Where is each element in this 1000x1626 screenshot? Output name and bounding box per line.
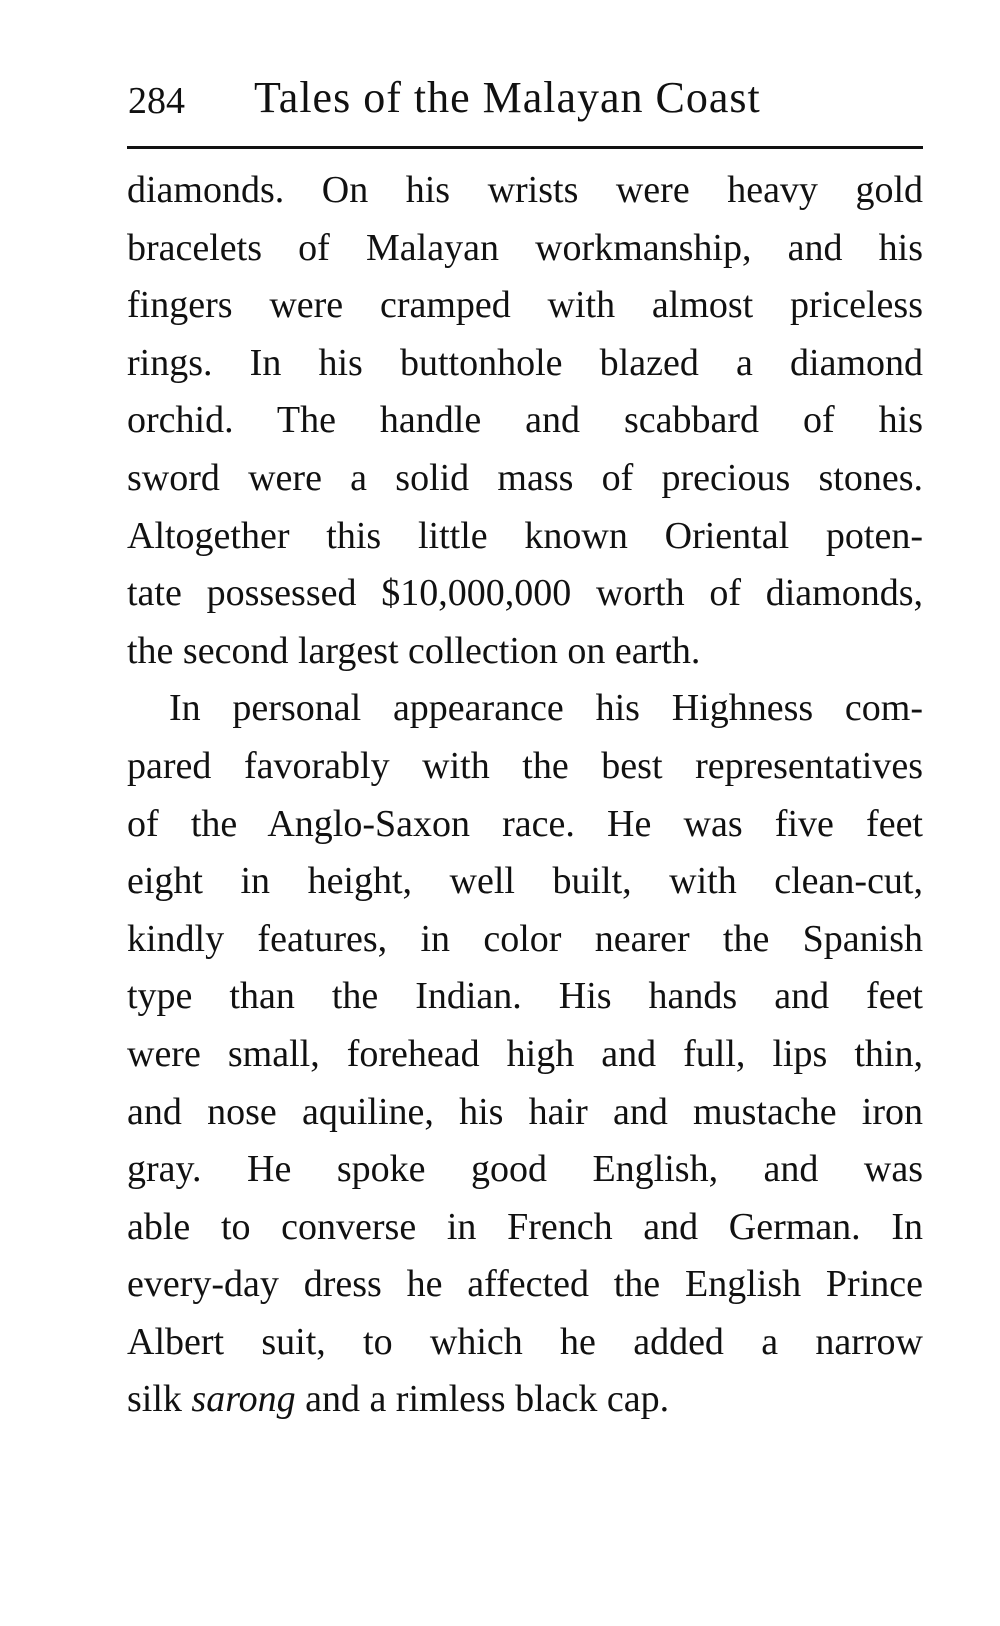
- text-line: orchid. The handle and scabbard of his: [127, 399, 923, 442]
- text-line: able to converse in French and German. In: [127, 1205, 923, 1248]
- page-header: [128, 70, 928, 130]
- text-line: every-day dress he affected the English Prince: [127, 1263, 923, 1306]
- body-text: [127, 162, 923, 1429]
- paragraph-2: [127, 680, 923, 1429]
- running-title: Tales of the Malayan Coast: [254, 73, 761, 122]
- text-line: the second largest collection on earth.: [127, 629, 701, 672]
- final-text-line: [127, 1371, 923, 1429]
- text-line: Albert suit, to which he added a narrow: [127, 1320, 923, 1363]
- text-line: and nose aquiline, his hair and mustache iron: [127, 1090, 923, 1133]
- header-rule: [127, 146, 923, 149]
- text-line: sword were a solid mass of precious stones.: [127, 456, 923, 499]
- text-line: kindly features, in color nearer the Spanish: [127, 917, 923, 960]
- text-line: tate possessed $10,000,000 worth of diamonds,: [127, 572, 923, 615]
- text-line: eight in height, well built, with clean-cut,: [127, 860, 923, 903]
- paragraph-1: [127, 162, 923, 680]
- text-fragment: and a rimless black cap.: [295, 1378, 670, 1421]
- text-line: were small, forehead high and full, lips thin,: [127, 1032, 923, 1075]
- text-line: rings. In his buttonhole blazed a diamond: [127, 341, 923, 384]
- text-line: Altogether this little known Oriental poten-: [127, 514, 923, 557]
- text-line: fingers were cramped with almost priceless: [127, 284, 923, 327]
- text-fragment: silk: [127, 1378, 192, 1421]
- text-line: bracelets of Malayan workmanship, and his: [127, 226, 923, 269]
- text-line: of the Anglo-Saxon race. He was five feet: [127, 802, 923, 845]
- text-line: diamonds. On his wrists were heavy gold: [127, 169, 923, 211]
- text-line: pared favorably with the best representatives: [127, 744, 923, 787]
- italic-word-sarong: sarong: [191, 1378, 296, 1421]
- text-line: type than the Indian. His hands and feet: [127, 975, 923, 1018]
- page-number: 284: [128, 80, 185, 122]
- text-line: gray. He spoke good English, and was: [127, 1148, 923, 1191]
- text-line: In personal appearance his Highness com-: [169, 687, 923, 730]
